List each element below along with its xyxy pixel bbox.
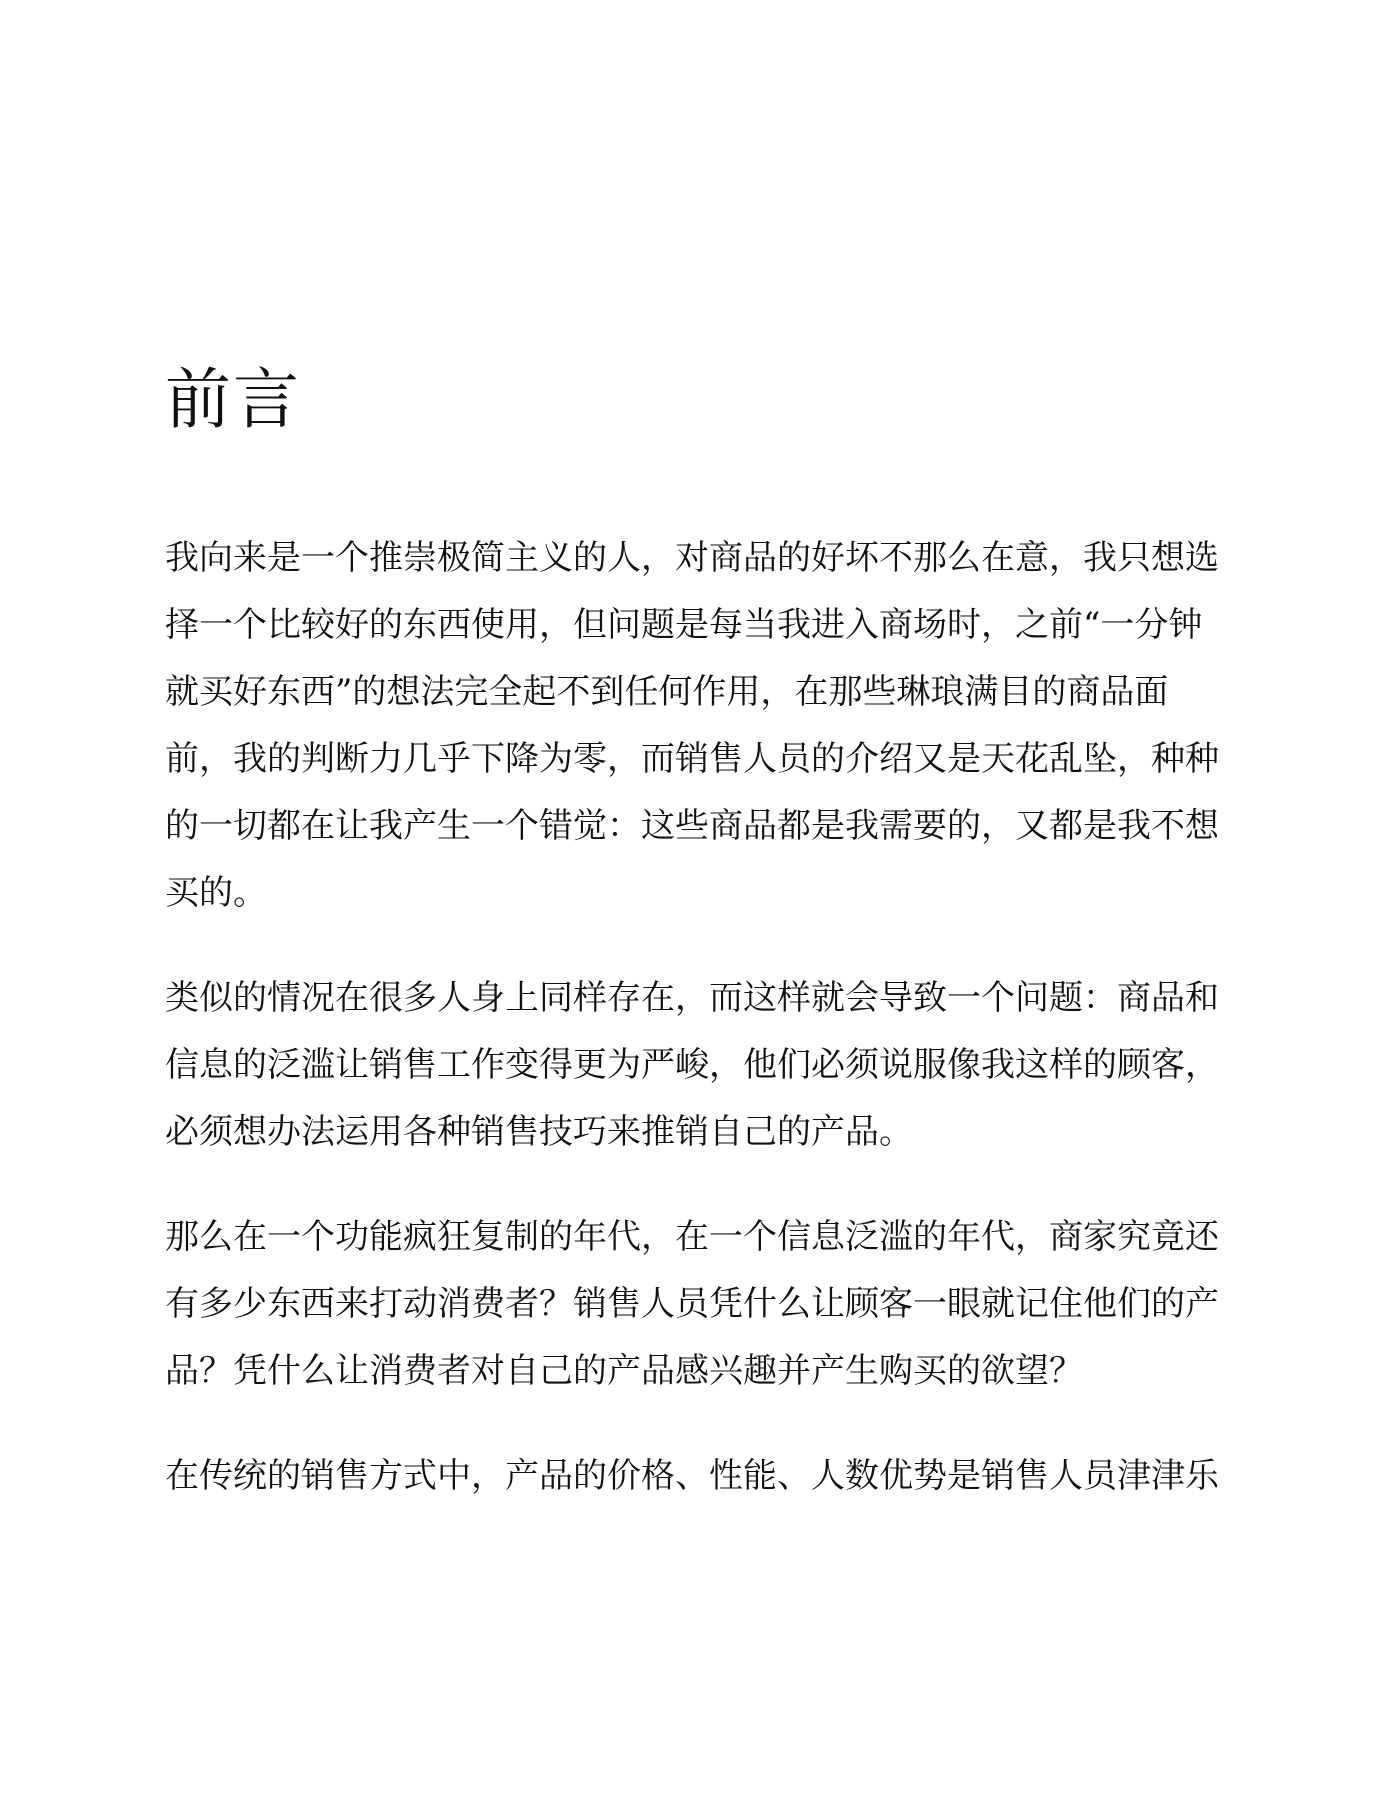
text-line: 择一个比较好的东西使用，但问题是每当我进入商场时，之前“一分钟 <box>165 605 1203 645</box>
text-line: 品？凭什么让消费者对自己的产品感兴趣并产生购买的欲望？ <box>165 1351 1083 1391</box>
text-line: 信息的泛滥让销售工作变得更为严峻，他们必须说服像我这样的顾客， <box>165 1045 1219 1085</box>
paragraph-3 <box>165 1204 1227 1405</box>
paragraph-1 <box>165 525 1227 927</box>
text-line: 必须想办法运用各种销售技巧来推销自己的产品。 <box>165 1112 913 1152</box>
text-line: 那么在一个功能疯狂复制的年代，在一个信息泛滥的年代，商家究竟还 <box>165 1217 1219 1257</box>
text-line: 的一切都在让我产生一个错觉：这些商品都是我需要的，又都是我不想 <box>165 806 1219 846</box>
paragraph-2 <box>165 965 1227 1166</box>
text-line: 类似的情况在很多人身上同样存在，而这样就会导致一个问题：商品和 <box>165 978 1219 1018</box>
text-line: 前，我的判断力几乎下降为零，而销售人员的介绍又是天花乱坠，种种 <box>165 739 1219 779</box>
text-line: 买的。 <box>165 873 267 913</box>
text-line: 我向来是一个推崇极简主义的人，对商品的好坏不那么在意，我只想选 <box>165 538 1219 578</box>
page-title: 前言 <box>165 361 301 438</box>
text-line: 有多少东西来打动消费者？销售人员凭什么让顾客一眼就记住他们的产 <box>165 1284 1219 1324</box>
paragraph-4 <box>165 1443 1227 1510</box>
text-line: 就买好东西”的想法完全起不到任何作用，在那些琳琅满目的商品面 <box>165 672 1169 712</box>
text-line: 在传统的销售方式中，产品的价格、性能、人数优势是销售人员津津乐 <box>165 1456 1219 1496</box>
document-body <box>165 525 1227 1548</box>
